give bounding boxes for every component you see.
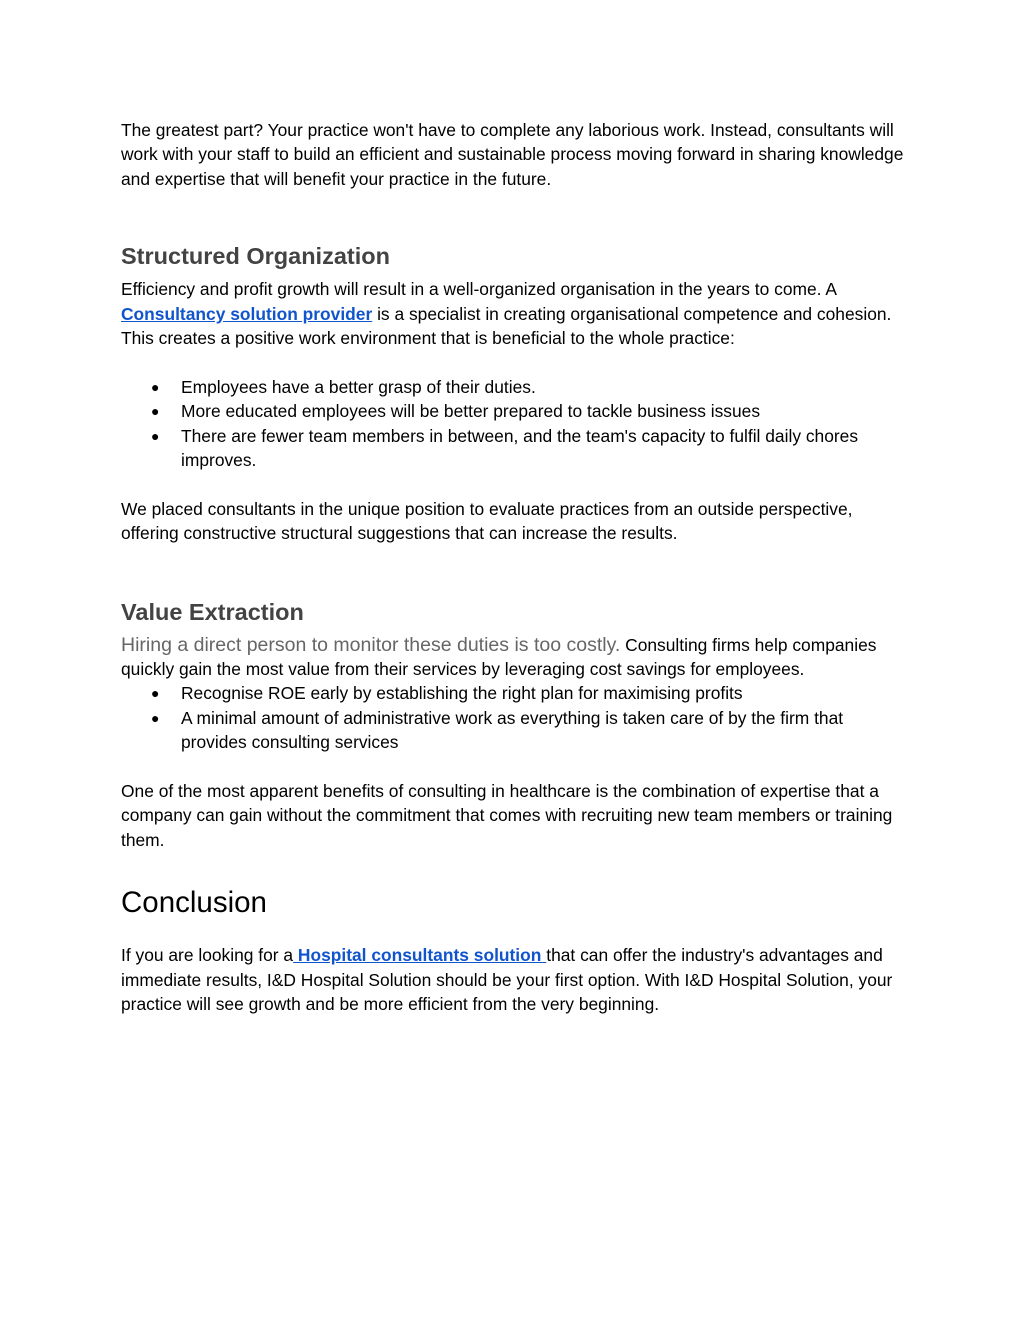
bullet-icon: ● <box>151 709 160 726</box>
list-item <box>121 706 911 755</box>
value-lead-grey: Hiring a direct person to monitor these duties is too costly. <box>121 633 621 656</box>
list-item-text: Recognise ROE early by establishing the right plan for maximising profits <box>181 683 743 704</box>
bullet-icon: ● <box>151 378 160 395</box>
section-heading-structured-organization: Structured Organization <box>121 243 390 270</box>
consultancy-solution-provider-link[interactable]: Consultancy solution provider <box>121 303 373 324</box>
document-page <box>121 118 911 1017</box>
list-item <box>121 424 911 473</box>
structured-paragraph-start: Efficiency and profit growth will result in a well-organized organisation in the years to come. A <box>121 279 836 300</box>
list-item <box>121 399 911 423</box>
structured-paragraph <box>121 277 911 350</box>
structured-bullet-list <box>121 375 911 473</box>
structured-closing-paragraph: We placed consultants in the unique position to evaluate practices from an outside perspective, offering constructive structural suggestions that can increase the results. <box>121 498 853 544</box>
list-item-text: There are fewer team members in between, and the team's capacity to fulfil daily chores improves. <box>181 425 859 471</box>
conclusion-paragraph <box>121 943 911 1016</box>
list-item <box>121 681 911 705</box>
list-item-text: A minimal amount of administrative work as everything is taken care of by the firm that provides consulting services <box>181 707 844 753</box>
bullet-icon: ● <box>151 427 160 444</box>
list-item-text: Employees have a better grasp of their duties. <box>181 376 536 397</box>
hospital-consultants-solution-link[interactable]: Hospital consultants solution <box>293 945 547 966</box>
value-bullet-list <box>121 681 911 754</box>
section-heading-conclusion: Conclusion <box>121 886 267 920</box>
section-heading-value-extraction: Value Extraction <box>121 598 304 625</box>
bullet-icon: ● <box>151 685 160 702</box>
bullet-icon: ● <box>151 403 160 420</box>
conclusion-paragraph-start: If you are looking for a <box>121 945 294 966</box>
intro-paragraph: The greatest part? Your practice won't have to complete any laborious work. Instead, consultants will work with your staff to build an efficient and sustainable process moving forward in sharing knowledge and expertise that will benefit your practice in the future. <box>121 120 904 189</box>
list-item-text: More educated employees will be better prepared to tackle business issues <box>181 401 761 422</box>
value-paragraph <box>121 633 911 682</box>
value-closing-paragraph: One of the most apparent benefits of consulting in healthcare is the combination of expertise that a company can gain without the commitment that comes with recruiting new team members or training them. <box>121 781 893 850</box>
list-item <box>121 375 911 399</box>
value-lead-rest: Consulting firms help companies quickly gain the most value from their services by leveraging cost savings for employees. <box>121 634 877 680</box>
structured-paragraph-end: is a specialist in creating organisational competence and cohesion. This creates a positive work environment that is beneficial to the whole practice: <box>121 303 892 349</box>
conclusion-paragraph-end: that can offer the industry's advantages and immediate results, I&D Hospital Solution should be your first option. With I&D Hospital Solution, your practice will see growth and be more efficient from the very beginning. <box>121 945 893 1015</box>
